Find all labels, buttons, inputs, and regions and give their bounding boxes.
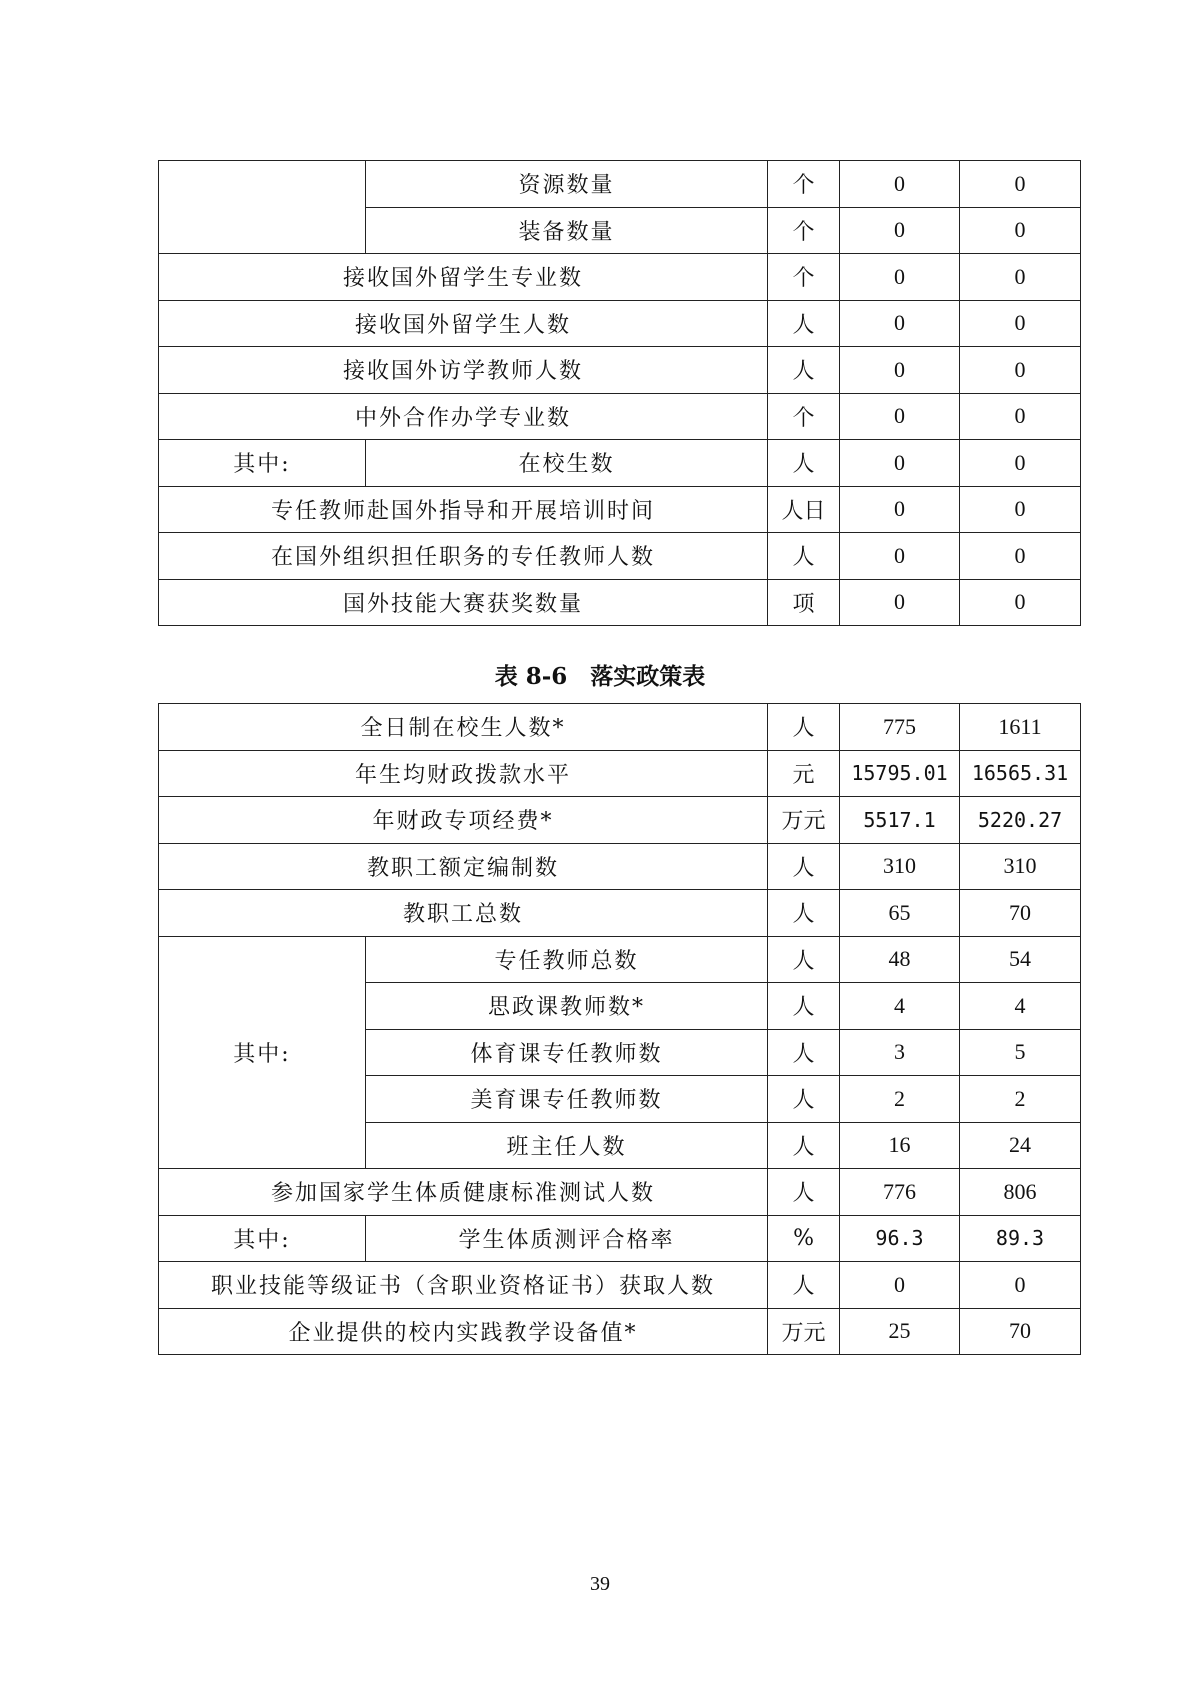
unit-cell: 人 (768, 1076, 840, 1123)
table-row (159, 440, 1081, 487)
table-caption: 表 8-6 落实政策表 (494, 663, 706, 690)
value-cell: 776 (840, 1169, 960, 1216)
unit-cell: 个 (768, 393, 840, 440)
row-label: 在校生数 (366, 440, 768, 487)
row-label: 装备数量 (366, 207, 768, 254)
value-cell: 0 (840, 300, 960, 347)
value-cell: 0 (840, 440, 960, 487)
page-number: 39 (590, 1573, 610, 1595)
row-label: 年生均财政拨款水平 (159, 750, 768, 797)
table-row (159, 797, 1081, 844)
unit-cell: 人 (768, 843, 840, 890)
value-cell: 0 (960, 486, 1081, 533)
value-cell: 54 (960, 936, 1081, 983)
unit-cell: 人 (768, 890, 840, 937)
row-label: 专任教师赴国外指导和开展培训时间 (159, 486, 768, 533)
row-label: 中外合作办学专业数 (159, 393, 768, 440)
table-row (159, 750, 1081, 797)
value-cell: 15795.01 (840, 750, 960, 797)
unit-cell: 人 (768, 440, 840, 487)
value-cell: 0 (960, 1262, 1081, 1309)
row-label: 企业提供的校内实践教学设备值* (159, 1308, 768, 1355)
row-label: 全日制在校生人数* (159, 704, 768, 751)
value-cell: 1611 (960, 704, 1081, 751)
value-cell: 0 (840, 533, 960, 580)
value-cell: 310 (840, 843, 960, 890)
value-cell: 48 (840, 936, 960, 983)
table-row (159, 486, 1081, 533)
value-cell: 16 (840, 1122, 960, 1169)
value-cell: 0 (840, 161, 960, 208)
table-row (159, 579, 1081, 626)
row-label: 接收国外访学教师人数 (159, 347, 768, 394)
table-row (159, 161, 1081, 208)
unit-cell: 人 (768, 300, 840, 347)
table-row (159, 1169, 1081, 1216)
value-cell: 2 (960, 1076, 1081, 1123)
row-label: 班主任人数 (366, 1122, 768, 1169)
value-cell: 0 (960, 207, 1081, 254)
value-cell: 0 (840, 347, 960, 394)
unit-cell: 人 (768, 1169, 840, 1216)
value-cell: 0 (960, 300, 1081, 347)
value-cell: 0 (960, 254, 1081, 301)
international-cooperation-table (158, 160, 1081, 626)
row-label: 参加国家学生体质健康标准测试人数 (159, 1169, 768, 1216)
row-label: 学生体质测评合格率 (366, 1215, 768, 1262)
value-cell: 5 (960, 1029, 1081, 1076)
unit-cell: 项 (768, 579, 840, 626)
table-row (159, 254, 1081, 301)
table-row (159, 347, 1081, 394)
value-cell: 5517.1 (840, 797, 960, 844)
value-cell: 0 (840, 1262, 960, 1309)
row-label: 思政课教师数* (366, 983, 768, 1030)
unit-cell: % (768, 1215, 840, 1262)
group-cell (159, 161, 366, 254)
group-label: 其中: (159, 1215, 366, 1262)
row-label: 专任教师总数 (366, 936, 768, 983)
unit-cell: 人 (768, 936, 840, 983)
value-cell: 25 (840, 1308, 960, 1355)
unit-cell: 个 (768, 161, 840, 208)
table-row (159, 533, 1081, 580)
value-cell: 0 (840, 254, 960, 301)
unit-cell: 元 (768, 750, 840, 797)
value-cell: 0 (960, 393, 1081, 440)
policy-implementation-table (158, 703, 1081, 1355)
group-label: 其中: (159, 936, 366, 1169)
row-label: 资源数量 (366, 161, 768, 208)
unit-cell: 个 (768, 207, 840, 254)
table-row (159, 843, 1081, 890)
group-label: 其中: (159, 440, 366, 487)
value-cell: 0 (960, 347, 1081, 394)
value-cell: 3 (840, 1029, 960, 1076)
unit-cell: 人 (768, 704, 840, 751)
value-cell: 2 (840, 1076, 960, 1123)
row-label: 国外技能大赛获奖数量 (159, 579, 768, 626)
table-row (159, 936, 1081, 983)
value-cell: 0 (840, 393, 960, 440)
unit-cell: 人 (768, 1122, 840, 1169)
unit-cell: 人 (768, 347, 840, 394)
value-cell: 70 (960, 1308, 1081, 1355)
unit-cell: 人日 (768, 486, 840, 533)
unit-cell: 万元 (768, 797, 840, 844)
value-cell: 0 (840, 486, 960, 533)
table-row (159, 393, 1081, 440)
value-cell: 0 (960, 533, 1081, 580)
value-cell: 0 (840, 207, 960, 254)
unit-cell: 人 (768, 1029, 840, 1076)
row-label: 年财政专项经费* (159, 797, 768, 844)
value-cell: 0 (960, 579, 1081, 626)
value-cell: 5220.27 (960, 797, 1081, 844)
value-cell: 24 (960, 1122, 1081, 1169)
value-cell: 0 (960, 440, 1081, 487)
unit-cell: 人 (768, 1262, 840, 1309)
value-cell: 4 (840, 983, 960, 1030)
value-cell: 70 (960, 890, 1081, 937)
table-row (159, 1262, 1081, 1309)
row-label: 教职工总数 (159, 890, 768, 937)
row-label: 在国外组织担任职务的专任教师人数 (159, 533, 768, 580)
row-label: 教职工额定编制数 (159, 843, 768, 890)
value-cell: 0 (840, 579, 960, 626)
table-row (159, 300, 1081, 347)
value-cell: 310 (960, 843, 1081, 890)
row-label: 美育课专任教师数 (366, 1076, 768, 1123)
table-row (159, 890, 1081, 937)
table-row (159, 1215, 1081, 1262)
row-label: 接收国外留学生人数 (159, 300, 768, 347)
value-cell: 0 (960, 161, 1081, 208)
value-cell: 16565.31 (960, 750, 1081, 797)
value-cell: 806 (960, 1169, 1081, 1216)
table-row (159, 704, 1081, 751)
unit-cell: 个 (768, 254, 840, 301)
value-cell: 65 (840, 890, 960, 937)
value-cell: 4 (960, 983, 1081, 1030)
unit-cell: 万元 (768, 1308, 840, 1355)
row-label: 体育课专任教师数 (366, 1029, 768, 1076)
value-cell: 89.3 (960, 1215, 1081, 1262)
row-label: 接收国外留学生专业数 (159, 254, 768, 301)
table-row (159, 1308, 1081, 1355)
row-label: 职业技能等级证书（含职业资格证书）获取人数 (159, 1262, 768, 1309)
unit-cell: 人 (768, 983, 840, 1030)
value-cell: 96.3 (840, 1215, 960, 1262)
unit-cell: 人 (768, 533, 840, 580)
value-cell: 775 (840, 704, 960, 751)
